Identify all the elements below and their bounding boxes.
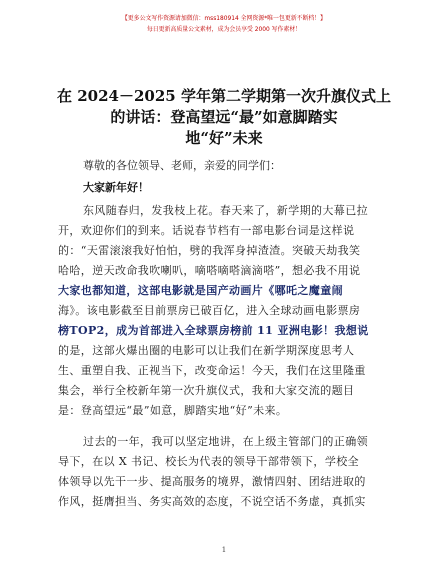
body-line: 的是，这部火爆出圈的电影可以让我们在新学期深度思考人 bbox=[58, 344, 355, 357]
promo-banner-line-2: 每日更新高质量公文素材，成为会员享受 2000 写作素材！ bbox=[146, 26, 302, 33]
body-line: 是：登高望远“最”如意，脚踏实地“好”未来。 bbox=[58, 404, 288, 417]
document-title-line-2: 的讲话：登高望远“最”如意脚踏实 bbox=[110, 108, 338, 126]
body-line: 过去的一年，我可以坚定地讲，在上级主管部门的正确领 bbox=[83, 435, 368, 448]
document-title-line-3: 地“好”未来 bbox=[185, 129, 263, 147]
body-line: 生、重塑自我、正视当下，改变命运！今天，我们在这里隆重 bbox=[58, 364, 366, 377]
body-line: 集会，举行全校新年第一次升旗仪式，我和大家交流的题目 bbox=[58, 384, 355, 397]
salutation: 尊敬的各位领导、老师，亲爱的同学们： bbox=[83, 159, 281, 172]
body-line-emphasis: 榜TOP2，成为首部进入全球票房榜前 11 亚洲电影！我想说 bbox=[58, 324, 369, 337]
body-line: 的：“天雷滚滚我好怕怕，劈的我浑身掉渣渣。突破天劫我笑 bbox=[58, 244, 361, 257]
body-line: 哈哈，逆天改命我吹喇叭，嘀嗒嘀嗒滴滴嗒”，想必我不用说 bbox=[58, 264, 361, 277]
document-title-line-1: 在 2024－2025 学年第二学期第一次升旗仪式上 bbox=[57, 87, 391, 105]
body-line: 东风随春归，发我枝上花。春天来了，新学期的大幕已拉 bbox=[83, 204, 368, 217]
body-line: 海》。该电影截至目前票房已破百亿，进入全球动画电影票房 bbox=[58, 304, 361, 317]
new-year-greeting: 大家新年好！ bbox=[83, 181, 149, 194]
promo-banner-line-1: 【更多公文写作资源请加微信：mss180914 全网资源*唯一包更新不断档！】 bbox=[121, 15, 327, 22]
page-number: 1 bbox=[221, 546, 227, 554]
body-line: 作风，挺膺担当、务实高效的态度，不说空话不务虚，真抓实 bbox=[58, 495, 366, 508]
body-line-emphasis: 大家也都知道，这部电影就是国产动画片《哪吒之魔童闹 bbox=[58, 284, 343, 297]
body-line: 开，欢迎你们的到来。话说春节档有一部电影台词是这样说 bbox=[58, 224, 355, 237]
body-line: 导下，在以 X 书记、校长为代表的领导干部带领下，学校全 bbox=[58, 455, 360, 468]
body-line: 体领导以先干一步、提高服务的境界，激情四射、团结进取的 bbox=[58, 475, 366, 488]
